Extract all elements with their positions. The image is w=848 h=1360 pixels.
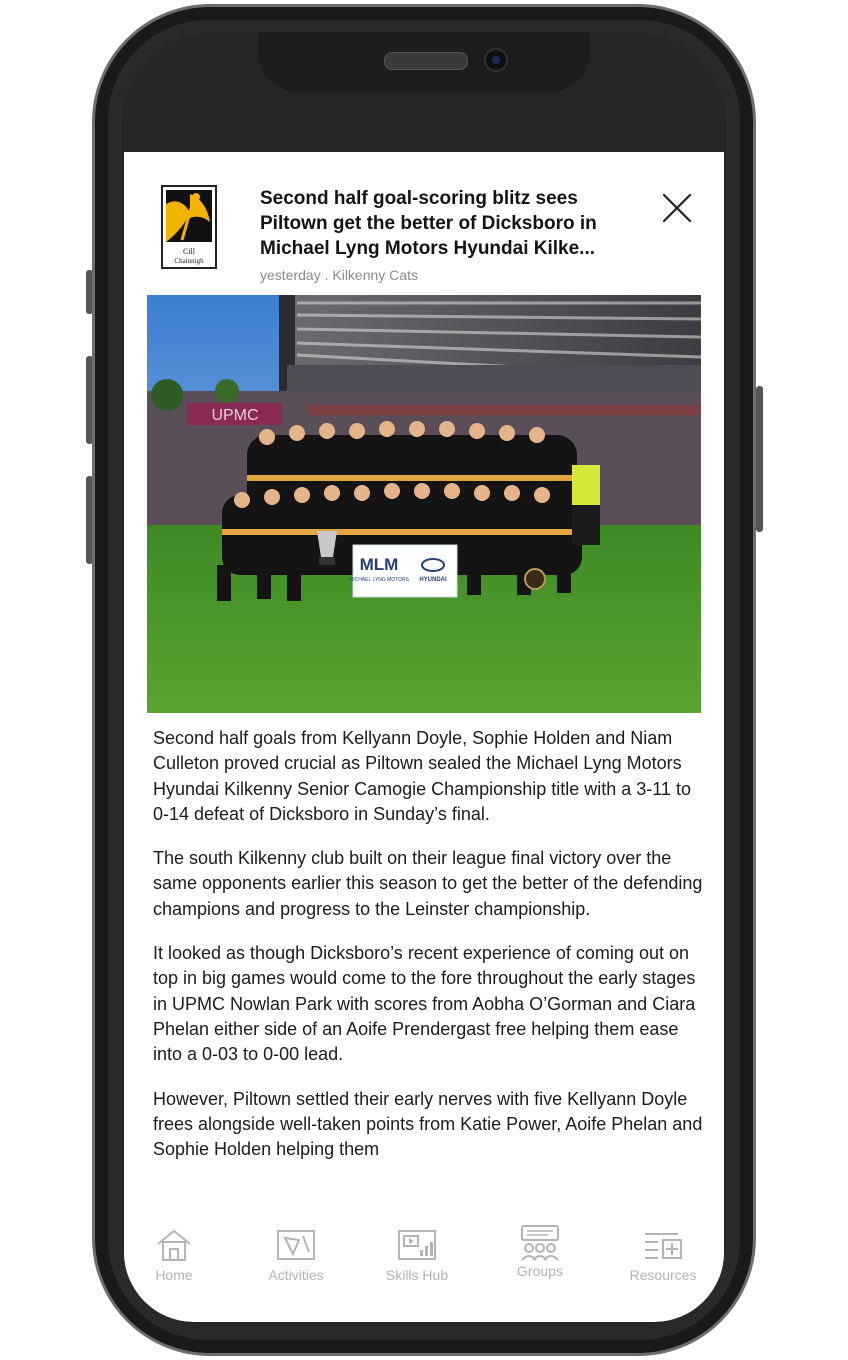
tab-resources-label: Resources (629, 1267, 697, 1283)
tab-skills-hub[interactable] (357, 1214, 477, 1284)
sponsor-dealer: MICHAEL LYNG MOTORS (349, 577, 409, 583)
resources-icon (642, 1228, 684, 1262)
tab-skills-hub-label: Skills Hub (385, 1267, 449, 1283)
sponsor-brand: MLM (359, 555, 399, 574)
article-screen (124, 152, 724, 1322)
sponsor-make: HYUNDAI (419, 577, 447, 583)
tab-groups-label: Groups (517, 1263, 563, 1279)
tab-home[interactable] (124, 1214, 234, 1284)
article-paragraph-3: It looked as though Dicksboro’s recent experience of coming out on top in big games would come to the fore throughout the early stages in UPMC Nowlan Park with scores from Aobha O’Gorman and Ciara Phelan either side of an Aoife Prendergast free helping them ease into a 0-03 to 0-00 lead. (153, 943, 696, 1065)
article-paragraph-2: The south Kilkenny club built on their league final victory over the same opponents earlier this season to get the better of the defending champions and progress to the Leinster championship. (153, 848, 703, 919)
tab-groups[interactable] (480, 1214, 600, 1284)
article-paragraph-1: Second half goals from Kellyann Doyle, Sophie Holden and Niam Culleton proved crucial as Piltown sealed the Michael Lyng Motors Hyundai Kilkenny Senior Camogie Championship title with a 3-11 to 0-14 defeat of Dicksboro in Sunday’s final. (153, 728, 691, 824)
groups-icon (518, 1224, 562, 1262)
earpiece-speaker (384, 52, 468, 70)
tab-activities[interactable] (236, 1214, 356, 1284)
tab-resources[interactable] (603, 1214, 723, 1284)
tab-home-label: Home (155, 1267, 193, 1283)
tab-activities-label: Activities (268, 1267, 324, 1283)
team-photo (147, 295, 701, 713)
kilkenny-crest-logo (160, 184, 218, 270)
skills-hub-icon (396, 1228, 438, 1262)
front-camera (484, 48, 508, 72)
stadium-sign-text: UPMC (211, 407, 259, 424)
bottom-tab-bar (124, 1214, 724, 1284)
close-icon[interactable] (659, 190, 695, 226)
activities-icon (275, 1228, 317, 1262)
article-meta: yesterday . Kilkenny Cats (260, 267, 418, 283)
article-paragraph-4: However, Piltown settled their early nerves with five Kellyann Doyle frees alongside well-taken points from Katie Power, Aoife Phelan and Sophie Holden helping them (153, 1088, 703, 1160)
logo-text-line-1: Cill (182, 247, 196, 256)
power-button (756, 386, 763, 532)
article-title: Second half goal-scoring blitz sees Piltown get the better of Dicksboro in Michael Lyng Motors Hyundai Kilke... (260, 188, 597, 259)
logo-text-line-2: Chainnigh (174, 257, 204, 265)
article-body (153, 726, 703, 1181)
home-icon (154, 1228, 194, 1262)
